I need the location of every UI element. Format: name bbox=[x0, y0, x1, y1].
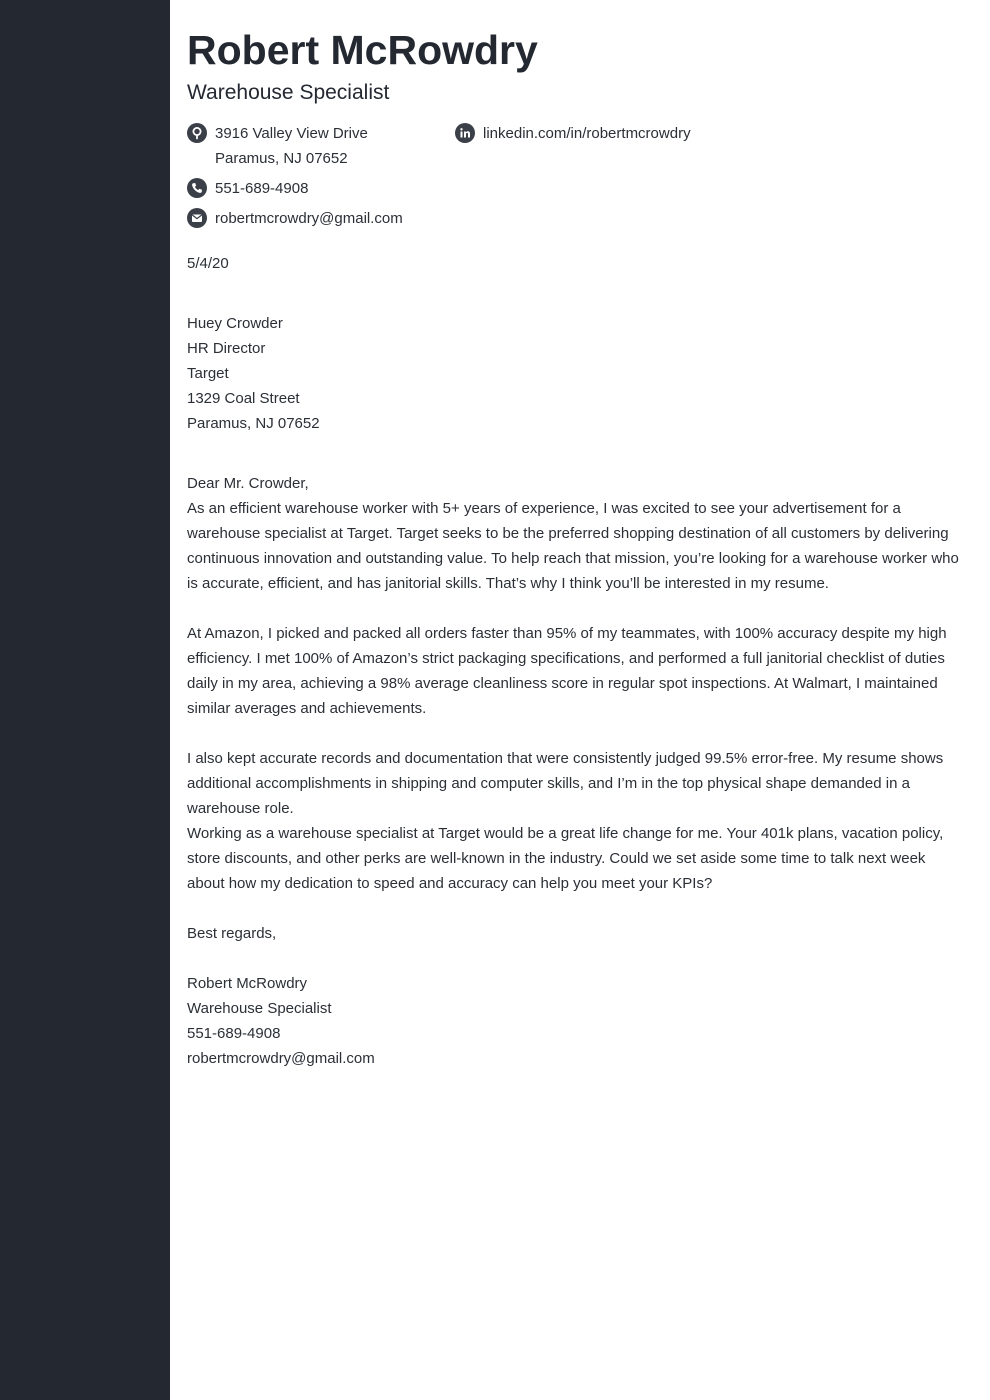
signature-block bbox=[187, 971, 962, 1071]
envelope-icon bbox=[187, 208, 207, 228]
letter-paragraph bbox=[187, 821, 962, 896]
recipient-name: Huey Crowder bbox=[187, 315, 283, 332]
contact-linkedin bbox=[455, 121, 691, 146]
recipient-city: Paramus, NJ 07652 bbox=[187, 415, 320, 432]
letter-paragraph bbox=[187, 621, 962, 721]
signature-email: robertmcrowdry@gmail.com bbox=[187, 1050, 375, 1067]
recipient-title: HR Director bbox=[187, 340, 266, 357]
paragraph-text: At Amazon, I picked and packed all orders faster than 95% of my teammates, with 100% accuracy despite my high efficiency. I met 100% of Amazon’s strict packaging specifications, and performed a full janitorial checklist of duties daily in my area, achieving a 98% average cleanliness score in regular spot inspections. At Walmart, I maintained similar averages and achievements. bbox=[187, 625, 947, 717]
signature-phone: 551-689-4908 bbox=[187, 1025, 281, 1042]
location-pin-icon bbox=[187, 123, 207, 143]
contact-phone bbox=[187, 176, 308, 201]
applicant-name: Robert McRowdry bbox=[187, 27, 538, 73]
address-line1: 3916 Valley View Drive bbox=[215, 125, 368, 142]
sidebar bbox=[0, 0, 170, 1400]
address-line2: Paramus, NJ 07652 bbox=[215, 150, 348, 167]
contact-email bbox=[187, 206, 403, 231]
linkedin-url[interactable]: linkedin.com/in/robertmcrowdry bbox=[483, 125, 691, 142]
signature-title: Warehouse Specialist bbox=[187, 1000, 332, 1017]
applicant-role: Warehouse Specialist bbox=[187, 81, 390, 104]
recipient-street: 1329 Coal Street bbox=[187, 390, 300, 407]
paragraph-text: As an efficient warehouse worker with 5+ years of experience, I was excited to see your advertisement for a warehouse specialist at Target. Target seeks to be the preferred shopping destination of all customers by delivering continuous innovation and outstanding value. To help reach that mission, you’re looking for a warehouse worker who is accurate, efficient, and has janitorial skills. That’s why I think you’ll be interested in my resume. bbox=[187, 500, 959, 592]
linkedin-icon bbox=[455, 123, 475, 143]
letter-date: 5/4/20 bbox=[187, 255, 229, 272]
letter-paragraph bbox=[187, 496, 962, 596]
letter-greeting: Dear Mr. Crowder, bbox=[187, 475, 309, 492]
letter-paragraph bbox=[187, 746, 962, 821]
paragraph-text: Working as a warehouse specialist at Target would be a great life change for me. Your 401k plans, vacation policy, store discounts, and other perks are well-known in the industry. Could we set aside some time to talk next week about how my dedication to speed and accuracy can help you meet your KPIs? bbox=[187, 825, 944, 892]
phone-number[interactable]: 551-689-4908 bbox=[215, 180, 309, 197]
recipient-company: Target bbox=[187, 365, 229, 382]
email-address[interactable]: robertmcrowdry@gmail.com bbox=[215, 210, 403, 227]
phone-icon bbox=[187, 178, 207, 198]
signature-name: Robert McRowdry bbox=[187, 975, 308, 992]
contact-address bbox=[187, 121, 368, 171]
letter-closing: Best regards, bbox=[187, 925, 277, 942]
recipient-block bbox=[187, 311, 962, 436]
paragraph-text: I also kept accurate records and documentation that were consistently judged 99.5% error-free. My resume shows additional accomplishments in shipping and computer skills, and I’m in the top physical shape demanded in a warehouse role. bbox=[187, 750, 944, 817]
